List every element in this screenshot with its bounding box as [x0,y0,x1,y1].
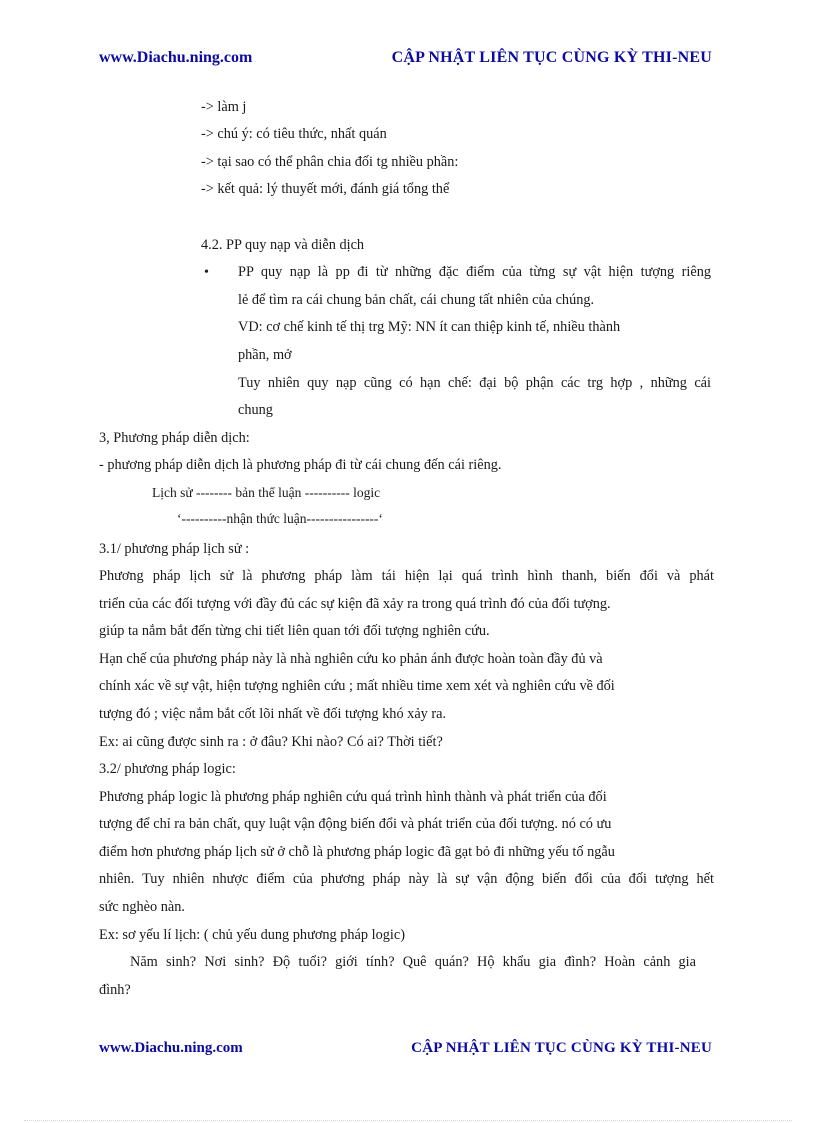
section-3-2-para-line-2: tượng để chỉ ra bản chất, quy luật vận động biến đổi và phát triển của đối tượng. nó có ưu [99,816,612,832]
arrow-line-3: -> tại sao có thể phân chia đối tg nhiều phần: [201,154,459,170]
section-3-1-para-2-line-3: tượng đó ; việc nắm bắt cốt lõi nhất về đối tượng khó xảy ra. [99,706,447,722]
section-3-2-para-line-1: Phương pháp logic là phương pháp nghiên cứu quá trình hình thành và phát triển của đối [99,789,607,805]
section-3-2-questions-line-2: đình? [99,982,131,998]
section-3-1-para-1-line-1: Phương pháp lịch sử là phương pháp làm tái hiện lại quá trình hình thanh, biến đổi và phát [99,568,714,584]
section-3-1-para-1-line-2: triển của các đối tượng với đầy đủ các sự kiện đã xảy ra trong quá trình đó của đối tượng. [99,596,611,612]
arrow-line-1: -> làm j [201,99,247,115]
section-3-2-example: Ex: sơ yếu lí lịch: ( chủ yếu dung phương pháp logic) [99,927,405,943]
section-3-2-para-line-4: nhiên. Tuy nhiên nhược điểm của phương pháp này là sự vận động biến đổi của đối tượng hết [99,871,714,887]
section-3-1-para-2-line-1: Hạn chế của phương pháp này là nhà nghiên cứu ko phản ánh được hoàn toàn đầy đủ và [99,651,603,667]
header-tagline: CẬP NHẬT LIÊN TỤC CÙNG KỲ THI-NEU [391,49,712,66]
section-3-2-para-line-5: sức nghèo nàn. [99,899,185,915]
section-3-2-title: 3.2/ phương pháp logic: [99,761,236,777]
section-4-2-line-6: chung [238,402,273,418]
arrow-line-4: -> kết quả: lý thuyết mới, đánh giá tổng thể [201,181,450,197]
section-4-2-line-1: PP quy nạp là pp đi từ những đặc điểm của từng sự vật hiện tượng riêng [238,264,711,280]
section-3-1-para-2-line-2: chính xác về sự vật, hiện tượng nghiên cứu ; mất nhiều time xem xét và nghiên cứu về đối [99,678,615,694]
page-footer [99,1040,712,1057]
page-bottom-divider [24,1120,792,1121]
section-3-title: 3, Phương pháp diễn dịch: [99,430,250,446]
method-diagram-line-1: Lịch sử -------- bản thể luận ---------- logic [152,485,381,500]
section-4-2-line-4: phần, mở [238,347,292,363]
section-3-2-para-line-3: điểm hơn phương pháp lịch sử ở chỗ là phương pháp logic đã gạt bỏ đi những yếu tố ngẫu [99,844,615,860]
footer-site-link[interactable]: www.Diachu.ning.com [99,1040,243,1056]
section-4-2-line-5: Tuy nhiên quy nạp cũng có hạn chế: đại bộ phận các trg hợp , những cái [238,375,711,391]
section-3-definition: - phương pháp diễn dịch là phương pháp đi từ cái chung đến cái riêng. [99,457,502,473]
page-header [99,49,712,67]
section-4-2-title: 4.2. PP quy nạp và diễn dịch [201,237,365,253]
section-3-1-example: Ex: ai cũng được sinh ra : ở đâu? Khi nào? Có ai? Thời tiết? [99,734,443,750]
arrow-line-2: -> chú ý: có tiêu thức, nhất quán [201,126,387,142]
section-3-1-para-1-line-3: giúp ta nắm bắt đến từng chi tiết liên quan tới đối tượng nghiên cứu. [99,623,490,639]
footer-tagline: CẬP NHẬT LIÊN TỤC CÙNG KỲ THI-NEU [411,1040,712,1056]
method-diagram-line-2: ‘----------nhận thức luận----------------‘ [177,511,383,526]
section-4-2-line-3: VD: cơ chế kinh tế thị trg Mỹ: NN ít can thiệp kinh tế, nhiều thành [238,319,621,335]
section-4-2-line-2: lẻ để tìm ra cái chung bản chất, cái chung tất nhiên của chúng. [238,292,595,308]
header-site-link[interactable]: www.Diachu.ning.com [99,49,253,66]
bullet-dot: • [204,265,209,280]
section-3-2-questions-line-1: Năm sinh? Nơi sinh? Độ tuổi? giới tính? Quê quán? Hộ khẩu gia đình? Hoàn cảnh gia [130,954,696,970]
section-3-1-title: 3.1/ phương pháp lịch sử : [99,541,250,557]
